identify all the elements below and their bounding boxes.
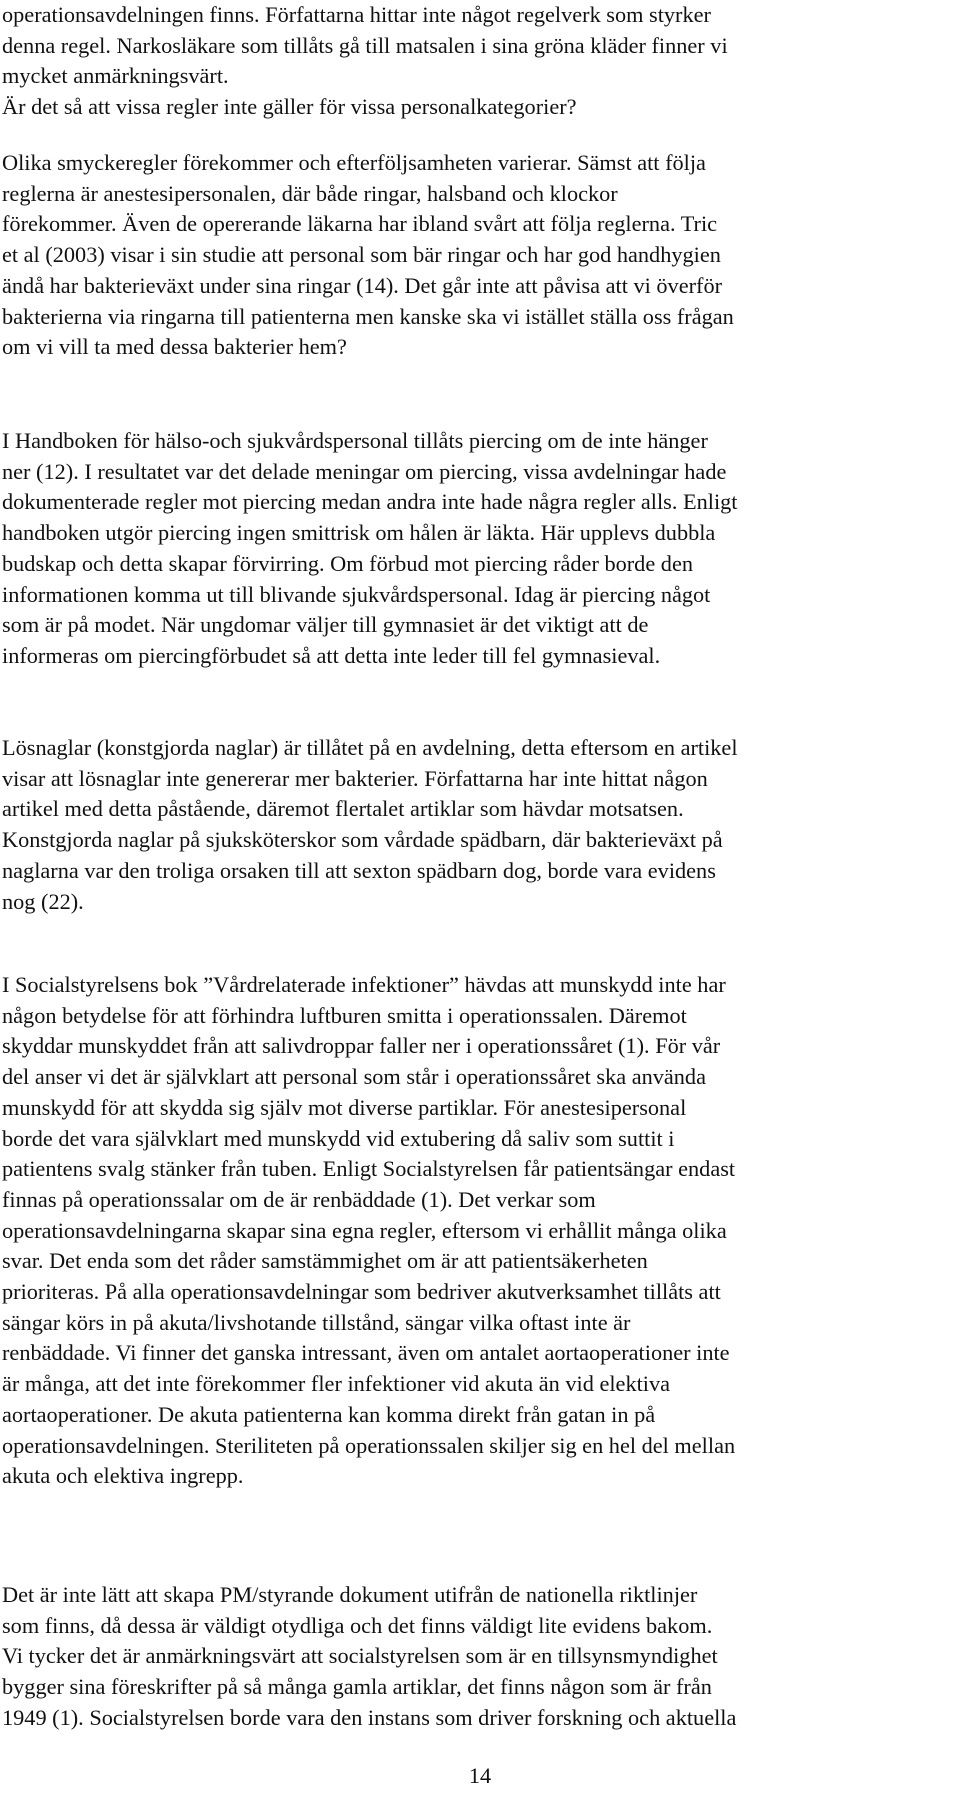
text-line: informationen komma ut till blivande sjukvårdspersonal. Idag är piercing något: [2, 581, 711, 607]
paragraph-5: [2, 970, 735, 1492]
text-line: Är det så att vissa regler inte gäller för vissa personalkategorier?: [2, 94, 577, 120]
text-line: naglarna var den troliga orsaken till att sexton spädbarn dog, borde vara evidens: [2, 857, 716, 883]
text-line: finnas på operationssalar om de är renbäddade (1). Det verkar som: [2, 1186, 596, 1212]
text-line: bygger sina föreskrifter på så många gamla artiklar, det finns någon som är från: [2, 1674, 712, 1700]
paragraph-4: [2, 733, 738, 917]
text-line: denna regel. Narkosläkare som tillåts gå till matsalen i sina gröna kläder finner vi: [2, 32, 728, 58]
text-line: 1949 (1). Socialstyrelsen borde vara den instans som driver forskning och aktuella: [2, 1704, 737, 1730]
text-line: dokumenterade regler mot piercing medan andra inte hade några regler alls. Enligt: [2, 489, 738, 515]
text-line: operationsavdelningen. Steriliteten på operationssalen skiljer sig en hel del mellan: [2, 1432, 736, 1458]
text-line: borde det vara självklart med munskydd vid extubering då saliv som suttit i: [2, 1125, 675, 1151]
text-line: Lösnaglar (konstgjorda naglar) är tillåtet på en avdelning, detta eftersom en artikel: [2, 735, 738, 760]
text-line: et al (2003) visar i sin studie att personal som bär ringar och har god handhygien: [2, 242, 721, 268]
text-line: svar. Det enda som det råder samstämmighet om är att patientsäkerheten: [2, 1248, 648, 1274]
text-line: ändå har bakterieväxt under sina ringar (14). Det går inte att påvisa att vi överför: [2, 272, 723, 298]
text-line: mycket anmärkningsvärt.: [2, 63, 229, 89]
text-line: operationsavdelningen finns. Författarna hittar inte något regelverk som styrker: [2, 2, 711, 27]
text-line: Vi tycker det är anmärkningsvärt att socialstyrelsen som är en tillsynsmyndighet: [2, 1643, 718, 1669]
text-line: artikel med detta påstående, däremot flertalet artiklar som hävdar motsatsen.: [2, 796, 684, 822]
text-line: bakterierna via ringarna till patienterna men kanske ska vi istället ställa oss frågan: [2, 303, 734, 329]
paragraph-6: [2, 1580, 736, 1734]
text-line: handboken utgör piercing ingen smittrisk om hålen är läkta. Här upplevs dubbla: [2, 520, 716, 546]
text-line: som finns, då dessa är väldigt otydliga och det finns väldigt lite evidens bakom.: [2, 1612, 713, 1638]
text-line: I Handboken för hälso-och sjukvårdspersonal tillåts piercing om de inte hänger: [2, 428, 708, 453]
paragraph-1: [2, 0, 728, 123]
text-line: Olika smyckeregler förekommer och efterföljsamheten varierar. Sämst att följa: [2, 150, 706, 175]
text-line: patientens svalg stänker från tuben. Enligt Socialstyrelsen får patientsängar endast: [2, 1156, 736, 1182]
text-line: sängar körs in på akuta/livshotande tillstånd, sängar vilka oftast inte är: [2, 1309, 631, 1335]
text-line: som är på modet. När ungdomar väljer till gymnasiet är det viktigt att de: [2, 612, 649, 638]
text-line: förekommer. Även de opererande läkarna har ibland svårt att följa reglerna. Tric: [2, 211, 718, 237]
text-line: om vi vill ta med dessa bakterier hem?: [2, 334, 347, 360]
text-line: budskap och detta skapar förvirring. Om förbud mot piercing råder borde den: [2, 550, 693, 576]
text-line: Det är inte lätt att skapa PM/styrande dokument utifrån de nationella riktlinjer: [2, 1582, 698, 1607]
page-number: 14: [468, 1763, 492, 1788]
paragraph-3: [2, 426, 738, 672]
text-line: visar att lösnaglar inte genererar mer bakterier. Författarna har inte hittat någon: [2, 765, 708, 791]
text-line: skyddar munskyddet från att salivdroppar faller ner i operationssåret (1). För vår: [2, 1033, 721, 1059]
text-line: aortaoperationer. De akuta patienterna kan komma direkt från gatan in på: [2, 1401, 656, 1427]
text-line: reglerna är anestesipersonalen, där både ringar, halsband och klockor: [2, 180, 618, 206]
text-line: någon betydelse för att förhindra luftburen smitta i operationssalen. Däremot: [2, 1002, 687, 1028]
text-line: operationsavdelningarna skapar sina egna regler, eftersom vi erhållit många olika: [2, 1217, 727, 1243]
text-line: Konstgjorda naglar på sjuksköterskor som vårdade spädbarn, där bakterieväxt på: [2, 827, 723, 853]
text-line: informeras om piercingförbudet så att detta inte leder till fel gymnasieval.: [2, 642, 661, 668]
text-line: prioriteras. På alla operationsavdelningar som bedriver akutverksamhet tillåts att: [2, 1279, 721, 1305]
text-line: nog (22).: [2, 888, 84, 914]
text-line: ner (12). I resultatet var det delade meningar om piercing, vissa avdelningar hade: [2, 458, 727, 484]
text-line: renbäddade. Vi finner det ganska intressant, även om antalet aortaoperationer inte: [2, 1340, 730, 1366]
text-line: munskydd för att skydda sig själv mot diverse partiklar. För anestesipersonal: [2, 1094, 687, 1120]
paragraph-2: [2, 148, 734, 363]
text-line: del anser vi det är självklart att personal som står i operationssåret ska använda: [2, 1064, 706, 1090]
text-line: akuta och elektiva ingrepp.: [2, 1463, 244, 1489]
text-line: är många, att det inte förekommer fler infektioner vid akuta än vid elektiva: [2, 1371, 671, 1397]
text-line: I Socialstyrelsens bok ”Vårdrelaterade infektioner” hävdas att munskydd inte har: [2, 972, 726, 997]
